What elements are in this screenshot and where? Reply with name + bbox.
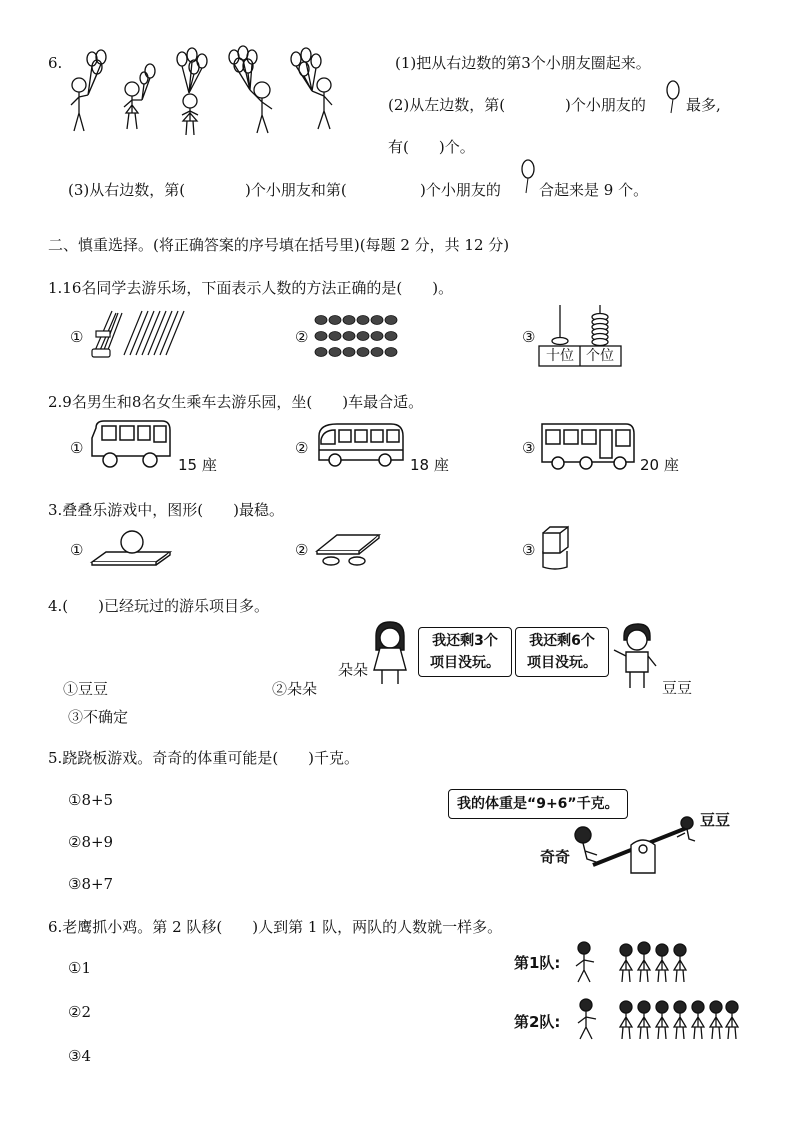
children-with-balloons-illustration (62, 45, 347, 140)
q6-part2-text-b: )个小朋友的 (565, 96, 646, 114)
speech-bubble-weight: 我的体重是“9+6”千克。 (448, 789, 628, 819)
seats-label-1: 15 座 (178, 456, 217, 474)
speech-bubble-girl (418, 627, 512, 677)
seats-label-3: 20 座 (640, 456, 679, 474)
question-6-text: 6.老鹰抓小鸡。第 2 队移( )人到第 1 队，两队的人数就一样多。 (48, 918, 503, 936)
stick-bundles-image (90, 305, 200, 360)
q6-part2-text-d: 有( )个。 (388, 138, 475, 156)
seats-label-2: 18 座 (410, 456, 449, 474)
option-1-marker: ① (70, 541, 84, 559)
question-5-text: 5.跷跷板游戏。奇奇的体重可能是( )千克。 (48, 749, 360, 767)
q6-part1-text: (1)把从右边数的第3个小朋友圈起来。 (395, 54, 651, 72)
girl-name-label: 朵朵 (338, 661, 369, 679)
team-2-label: 第2队: (514, 1013, 561, 1031)
q6-part3-text-a: (3)从右边数，第( (68, 181, 186, 199)
bubble-girl-line-1: 我还剩3个 (432, 633, 498, 649)
option-2-text: ②8+9 (68, 833, 114, 851)
q6-part2-text-c: 最多, (686, 96, 721, 114)
team-1-children (570, 938, 690, 986)
seesaw-illustration (565, 815, 715, 877)
bubble-girl-line-2: 项目没玩。 (430, 655, 500, 671)
girl-figure (368, 620, 414, 688)
question-number: 6. (48, 54, 63, 72)
option-3-text: ③不确定 (68, 708, 129, 726)
option-2-text: ②朵朵 (272, 680, 318, 698)
boy-name-label: 豆豆 (662, 679, 693, 697)
option-2-marker: ② (295, 328, 309, 346)
bubble-boy-line-1: 我还剩6个 (529, 633, 595, 649)
ball-on-slab-image (90, 528, 172, 568)
option-2-marker: ② (295, 541, 309, 559)
question-4-text: 4.( )已经玩过的游乐项目多。 (48, 597, 270, 615)
question-3-text: 3.叠叠乐游戏中，图形( )最稳。 (48, 501, 285, 519)
option-1-marker: ① (70, 439, 84, 457)
q6-part3-text-b: )个小朋友和第( (245, 181, 347, 199)
option-3-marker: ③ (522, 328, 536, 346)
question-2-text: 2.9名男生和8名女生乘车去游乐园，坐( )车最合适。 (48, 393, 424, 411)
dots-arrangement-image (313, 312, 408, 360)
bubble-boy-line-2: 项目没玩。 (527, 655, 597, 671)
option-3-text: ③4 (68, 1047, 91, 1065)
q6-part3-text-c: )个小朋友的 (420, 181, 501, 199)
small-bus-image (88, 418, 174, 470)
balloon-icon (519, 158, 537, 194)
team-1-label: 第1队: (514, 954, 561, 972)
option-1-text: ①1 (68, 959, 91, 977)
rounded-bus-image (313, 420, 408, 470)
qiqi-name-label: 奇奇 (540, 848, 571, 866)
option-3-marker: ③ (522, 439, 536, 457)
boy-figure (612, 620, 660, 692)
option-2-text: ②2 (68, 1003, 91, 1021)
question-1-text: 1.16名同学去游乐场，下面表示人数的方法正确的是( )。 (48, 279, 454, 297)
q6-part3-text-d: 合起来是 9 个。 (539, 181, 649, 199)
option-3-text: ③8+7 (68, 875, 114, 893)
block-on-cylinder-image (540, 525, 572, 573)
large-bus-image (540, 418, 638, 472)
section-heading: 二、慎重选择。(将正确答案的序号填在括号里)(每题 2 分，共 12 分) (48, 236, 510, 254)
slab-on-cylinders-image (313, 527, 383, 569)
balloon-icon (665, 80, 681, 114)
option-3-marker: ③ (522, 541, 536, 559)
speech-bubble-boy (515, 627, 609, 677)
option-1-text: ①豆豆 (63, 680, 109, 698)
doudou-name-label: 豆豆 (700, 811, 731, 829)
option-1-marker: ① (70, 328, 84, 346)
q6-part2-text-a: (2)从左边数，第( (388, 96, 506, 114)
option-2-marker: ② (295, 439, 309, 457)
tens-place-label: 十位 (546, 348, 574, 364)
ones-place-label: 个位 (586, 348, 614, 364)
option-1-text: ①8+5 (68, 791, 114, 809)
team-2-children (572, 995, 742, 1045)
